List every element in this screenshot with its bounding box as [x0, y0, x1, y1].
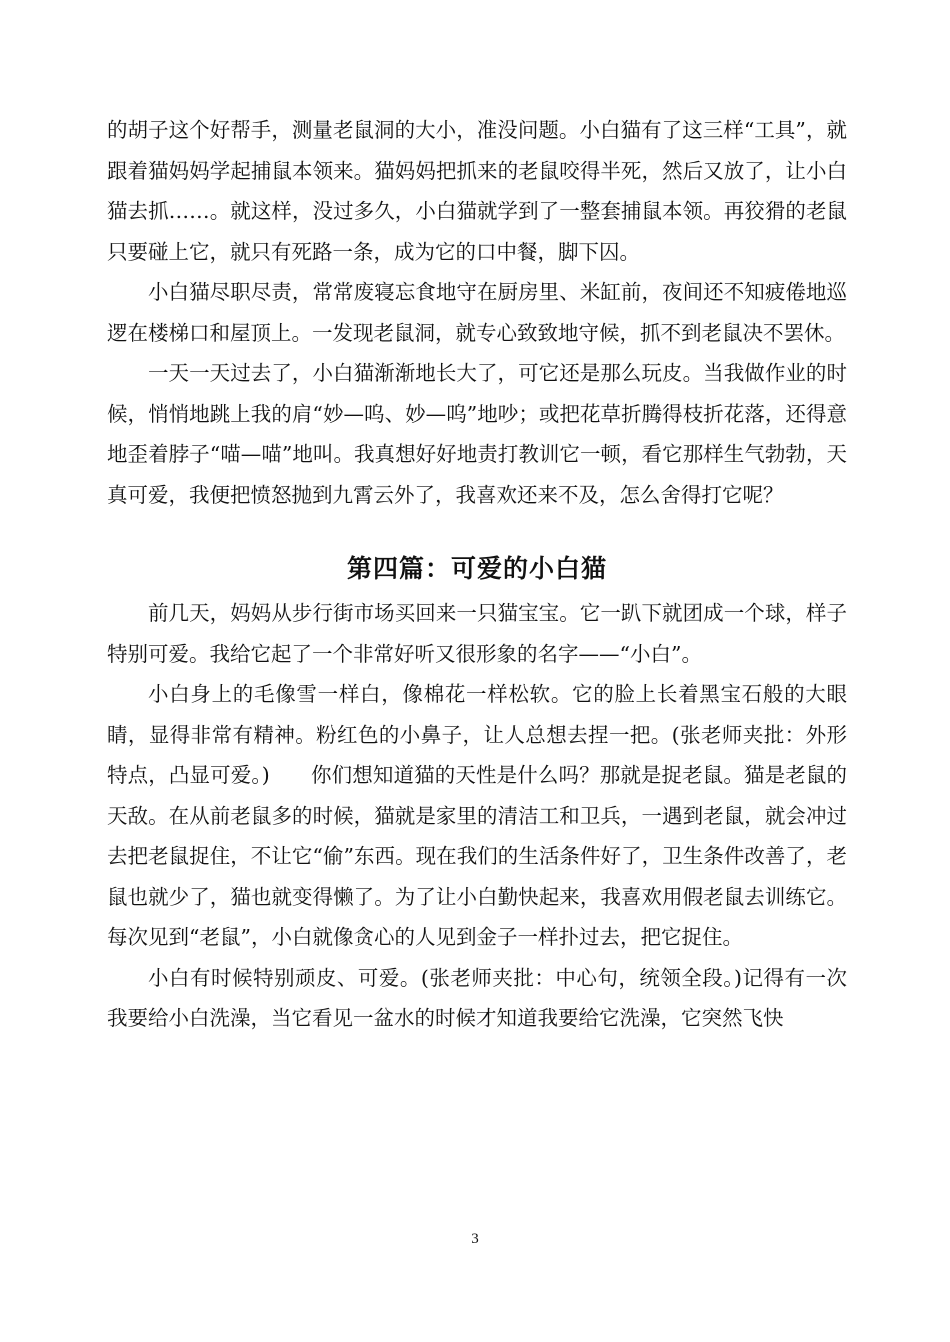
paragraph-1: 的胡子这个好帮手，测量老鼠洞的大小，准没问题。小白猫有了这三样“工具”，就跟着猫妈妈学起捕鼠本领来。猫妈妈把抓来的老鼠咬得半死，然后又放了，让小白猫去抓……。就这样，没过多久，小白猫就学到了一整套捕鼠本领。再狡猾的老鼠只要碰上它，就只有死路一条，成为它的口中餐，脚下囚。 [107, 118, 847, 264]
paragraph-3: 一天一天过去了，小白猫渐渐地长大了，可它还是那么玩皮。当我做作业的时候，悄悄地跳上我的肩“妙—呜、妙—呜”地吵；或把花草折腾得枝折花落，还得意地歪着脖子“喵—喵”地叫。我真想好好地责打教训它一顿，看它那样生气勃勃，天真可爱，我便把愤怒抛到九霄云外了，我喜欢还来不及，怎么舍得打它呢？ [107, 361, 847, 507]
section-title: 第四篇：可爱的小白猫 [346, 554, 607, 583]
page-number: 3 [471, 1231, 479, 1247]
paragraph-4: 前几天，妈妈从步行街市场买回来一只猫宝宝。它一趴下就团成一个球，样子特别可爱。我给它起了一个非常好听又很形象的名字——“小白”。 [107, 601, 847, 666]
paragraph-2: 小白猫尽职尽责，常常废寝忘食地守在厨房里、米缸前，夜间还不知疲倦地巡逻在楼梯口和屋顶上。一发现老鼠洞，就专心致致地守候，抓不到老鼠决不罢休。 [107, 280, 847, 345]
paragraph-6: 小白有时候特别顽皮、可爱。(张老师夹批：中心句，统领全段。)记得有一次我要给小白洗澡，当它看见一盆水的时候才知道我要给它洗澡，它突然飞快 [107, 965, 847, 1030]
document-body [107, 110, 847, 1039]
paragraph-5: 小白身上的毛像雪一样白，像棉花一样松软。它的脸上长着黑宝石般的大眼睛，显得非常有精神。粉红色的小鼻子，让人总想去捏一把。(张老师夹批：外形特点，凸显可爱。) 你们想知道猫的天性是什么吗？那就是捉老鼠。猫是老鼠的天敌。在从前老鼠多的时候，猫就是家里的清洁工和卫兵，一遇到老鼠，就会冲过去把老鼠捉住，不让它“偷”东西。现在我们的生活条件好了，卫生条件改善了，老鼠也就少了，猫也就变得懒了。为了让小白勤快起来，我喜欢用假老鼠去训练它。每次见到“老鼠”，小白就像贪心的人见到金子一样扑过去，把它捉住。 [107, 682, 847, 949]
